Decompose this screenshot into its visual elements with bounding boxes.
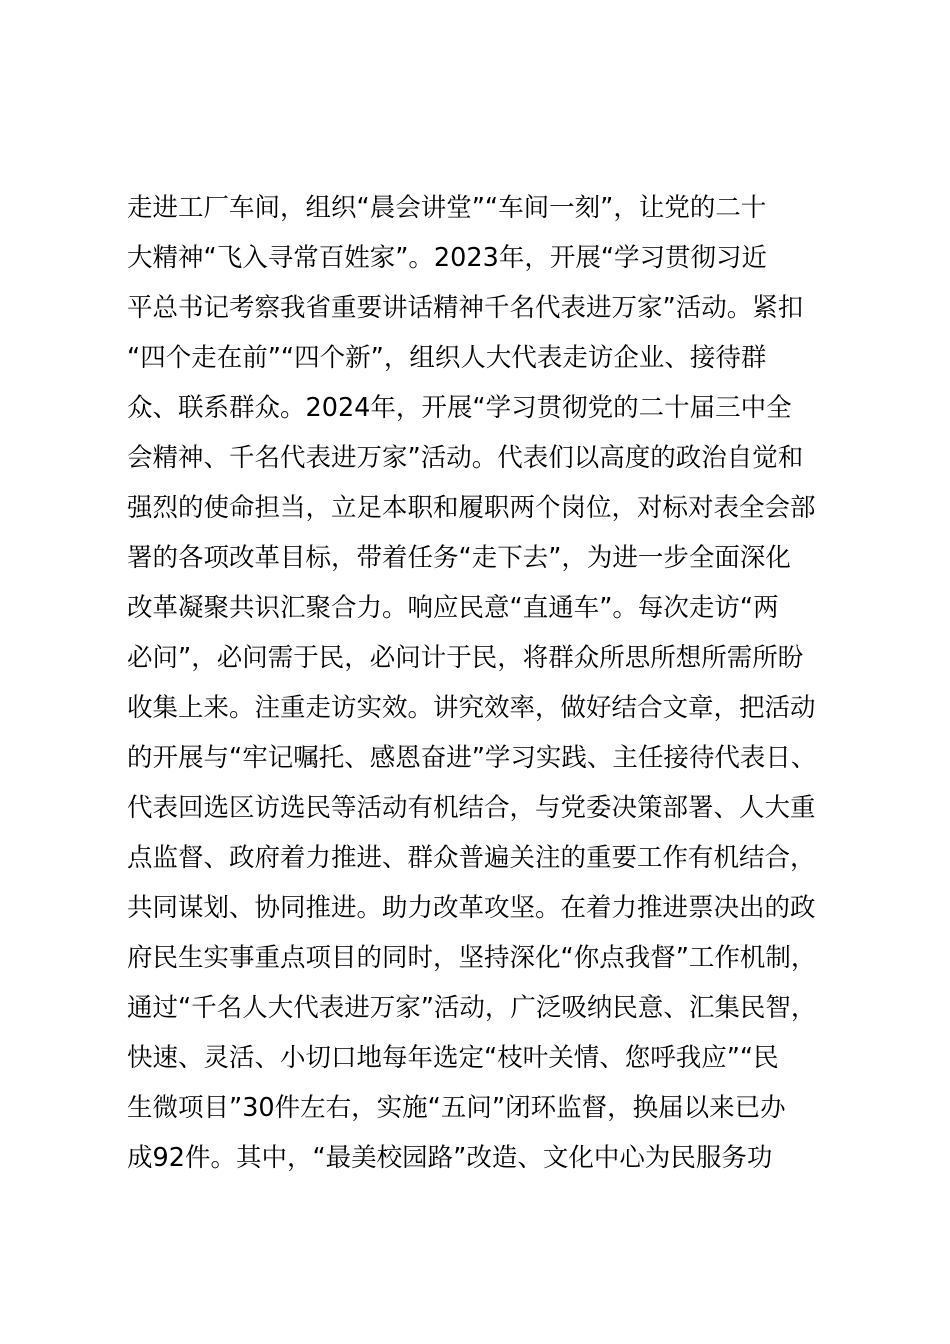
text-line-20: 成92件。其中，“最美校园路”改造、文化中心为民服务功 [127,1143,773,1173]
text-line-1: 走进工厂车间，组织“晨会讲堂”“车间一刻”，让党的二十 [127,193,767,223]
text-line-18: 快速、灵活、小切口地每年选定“枝叶关情、您呼我应”“民 [127,1043,779,1073]
text-line-8: 署的各项改革目标，带着任务“走下去”，为进一步全面深化 [127,543,791,573]
text-line-7: 强烈的使命担当，立足本职和履职两个岗位，对标对表全会部 [127,493,816,523]
text-line-19: 生微项目”30件左右，实施“五问”闭环监督，换届以来已办 [127,1093,786,1123]
text-line-3: 平总书记考察我省重要讲话精神千名代表进万家”活动。紧扣 [127,293,804,323]
text-line-12: 的开展与“牢记嘱托、感恩奋进”学习实践、主任接待代表日、 [127,743,817,773]
text-line-9: 改革凝聚共识汇聚合力。响应民意“直通车”。每次走访“两 [127,593,779,623]
text-line-10: 必问”，必问需于民，必问计于民，将群众所思所想所需所盼 [127,643,804,673]
text-line-13: 代表回选区访选民等活动有机结合，与党委决策部署、人大重 [127,793,816,823]
text-line-17: 通过“千名人大代表进万家”活动，广泛吸纳民意、汇集民智， [127,993,817,1023]
text-line-6: 会精神、千名代表进万家”活动。代表们以高度的政治自觉和 [127,443,804,473]
text-line-2: 大精神“飞入寻常百姓家”。2023年，开展“学习贯彻习近 [127,243,768,273]
text-line-15: 共同谋划、协同推进。助力改革攻坚。在着力推进票决出的政 [127,893,816,923]
body-paragraph [127,183,867,1183]
text-line-16: 府民生实事重点项目的同时，坚持深化“你点我督”工作机制， [127,943,817,973]
text-line-5: 众、联系群众。2024年，开展“学习贯彻党的二十届三中全 [127,393,792,423]
text-line-14: 点监督、政府着力推进、群众普遍关注的重要工作有机结合， [127,843,816,873]
text-line-4: “四个走在前”“四个新”，组织人大代表走访企业、接待群 [127,343,767,373]
text-line-11: 收集上来。注重走访实效。讲究效率，做好结合文章，把活动 [127,693,816,723]
